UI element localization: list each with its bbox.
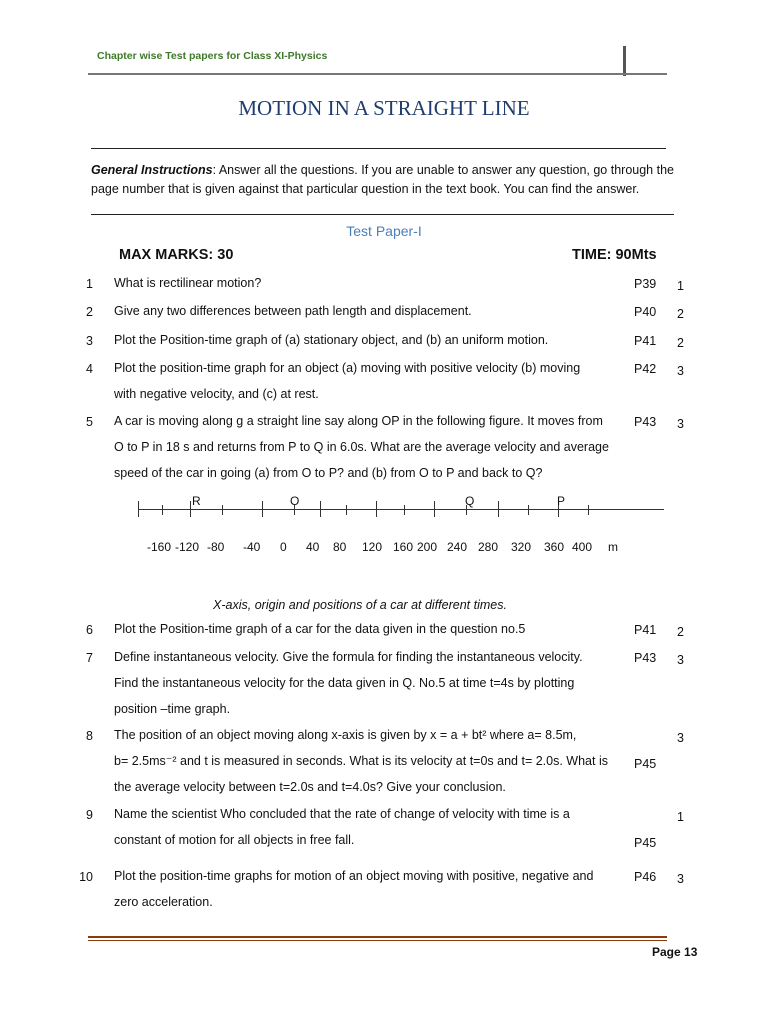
page-reference: P39 — [634, 277, 657, 291]
question-marks: 3 — [677, 364, 684, 378]
axis-number: 0 — [280, 540, 287, 554]
question-line: position –time graph. — [114, 702, 231, 716]
page-title: MOTION IN A STRAIGHT LINE — [238, 96, 530, 120]
axis-number: -80 — [207, 540, 225, 554]
header-divider — [623, 46, 626, 76]
question-line: Name the scientist Who concluded that the rate of change of velocity with time is a — [114, 807, 570, 821]
question-marks: 1 — [677, 810, 684, 824]
axis-tick — [376, 501, 377, 517]
page-reference: P41 — [634, 623, 657, 637]
question-text — [114, 863, 624, 915]
axis-number: -40 — [243, 540, 261, 554]
page-reference: P45 — [634, 836, 657, 850]
question-number: 4 — [86, 362, 93, 376]
question-text — [114, 801, 624, 853]
page-reference: P43 — [634, 415, 657, 429]
question-line: zero acceleration. — [114, 895, 213, 909]
point-label: R — [192, 494, 201, 508]
question-number: 9 — [86, 808, 93, 822]
question-line: Plot the position-time graph for an object (a) moving with positive velocity (b) moving — [114, 361, 581, 375]
question-number: 3 — [86, 334, 93, 348]
axis-tick — [320, 501, 321, 517]
page-number: Page 13 — [652, 945, 698, 959]
question-line: What is rectilinear motion? — [114, 276, 262, 290]
question-marks: 3 — [677, 417, 684, 431]
axis-tick — [498, 501, 499, 517]
page-reference: P41 — [634, 334, 657, 348]
test-paper-label: Test Paper-I — [346, 223, 422, 239]
question-text — [114, 722, 624, 800]
axis-number: -120 — [175, 540, 200, 554]
axis-tick — [588, 505, 589, 515]
question-marks: 2 — [677, 307, 684, 321]
question-line: the average velocity between t=2.0s and t=4.0s? Give your conclusion. — [114, 780, 506, 794]
question-line: A car is moving along g a straight line say along OP in the following figure. It moves from — [114, 414, 603, 428]
question-text — [114, 327, 624, 353]
instructions-label: General Instructions — [91, 163, 213, 177]
question-marks: 1 — [677, 279, 684, 293]
axis-number: 400 — [572, 540, 593, 554]
axis-tick — [138, 501, 139, 517]
axis-tick — [346, 505, 347, 515]
question-marks: 3 — [677, 653, 684, 667]
x-axis-line — [138, 509, 664, 510]
question-line: b= 2.5ms⁻² and t is measured in seconds. What is its velocity at t=0s and t= 2.0s. What is — [114, 754, 608, 768]
axis-number: 160 — [393, 540, 414, 554]
page-reference: P43 — [634, 651, 657, 665]
question-line: Plot the Position-time graph of a car for the data given in the question no.5 — [114, 622, 526, 636]
question-line: The position of an object moving along x-axis is given by x = a + bt² where a= 8.5m, — [114, 728, 577, 742]
question-line: Give any two differences between path length and displacement. — [114, 304, 472, 318]
axis-number: 280 — [478, 540, 499, 554]
question-marks: 2 — [677, 336, 684, 350]
page-reference: P40 — [634, 305, 657, 319]
instructions-rule — [91, 214, 674, 215]
page-reference: P45 — [634, 757, 657, 771]
question-text — [114, 616, 624, 642]
question-line: with negative velocity, and (c) at rest. — [114, 387, 319, 401]
question-marks: 3 — [677, 872, 684, 886]
axis-number: 80 — [333, 540, 347, 554]
axis-number: 120 — [362, 540, 383, 554]
question-line: Find the instantaneous velocity for the data given in Q. No.5 at time t=4s by plotting — [114, 676, 575, 690]
axis-number: 320 — [511, 540, 532, 554]
question-text — [114, 355, 624, 407]
axis-tick — [404, 505, 405, 515]
question-text — [114, 298, 624, 324]
question-line: Plot the Position-time graph of (a) stationary object, and (b) an uniform motion. — [114, 333, 549, 347]
question-text — [114, 644, 624, 722]
page-reference: P42 — [634, 362, 657, 376]
question-number: 10 — [79, 870, 93, 884]
axis-tick — [434, 501, 435, 517]
axis-number: 200 — [417, 540, 438, 554]
question-line: Define instantaneous velocity. Give the formula for finding the instantaneous velocity. — [114, 650, 583, 664]
axis-tick — [528, 505, 529, 515]
figure-caption: X-axis, origin and positions of a car at different times. — [213, 598, 507, 612]
point-label: O — [290, 494, 300, 508]
question-line: speed of the car in going (a) from O to P? and (b) from O to P and back to Q? — [114, 466, 543, 480]
question-text — [114, 270, 624, 296]
max-marks: MAX MARKS: 30 — [119, 247, 234, 263]
question-text — [114, 408, 624, 486]
general-instructions — [91, 161, 691, 199]
footer-rule — [88, 936, 667, 938]
question-number: 1 — [86, 277, 93, 291]
running-header: Chapter wise Test papers for Class XI-Physics — [97, 50, 328, 62]
question-number: 6 — [86, 623, 93, 637]
question-number: 2 — [86, 305, 93, 319]
question-number: 8 — [86, 729, 93, 743]
question-line: constant of motion for all objects in free fall. — [114, 833, 355, 847]
axis-tick — [262, 501, 263, 517]
axis-number: 360 — [544, 540, 565, 554]
axis-number: -160 — [147, 540, 172, 554]
question-line: O to P in 18 s and returns from P to Q in 6.0s. What are the average velocity and average — [114, 440, 609, 454]
axis-tick — [222, 505, 223, 515]
question-line: Plot the position-time graphs for motion of an object moving with positive, negative and — [114, 869, 594, 883]
time-allowed: TIME: 90Mts — [572, 247, 657, 263]
question-number: 7 — [86, 651, 93, 665]
axis-tick — [190, 501, 191, 517]
question-number: 5 — [86, 415, 93, 429]
point-label: Q — [465, 494, 475, 508]
axis-number: m — [608, 540, 618, 554]
page-reference: P46 — [634, 870, 657, 884]
axis-tick — [162, 505, 163, 515]
question-marks: 2 — [677, 625, 684, 639]
axis-number: 40 — [306, 540, 320, 554]
title-underline — [91, 148, 666, 149]
instructions-text: : Answer all the questions. If you are unable to answer any question, go through the page number that is given against that particular question in the text book. You can find the answer. — [91, 163, 674, 196]
footer-rule-thin — [88, 940, 667, 941]
header-rule — [88, 73, 667, 75]
axis-number: 240 — [447, 540, 468, 554]
question-marks: 3 — [677, 731, 684, 745]
point-label: P — [557, 494, 566, 508]
